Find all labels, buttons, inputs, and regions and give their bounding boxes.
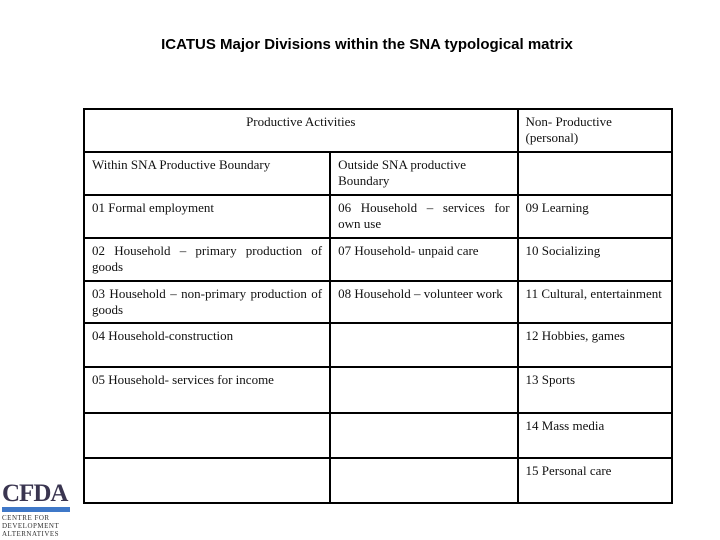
table-cell: 11 Cultural, entertainment xyxy=(518,281,672,323)
logo-acronym: CFDA xyxy=(2,480,68,507)
table-row xyxy=(84,458,672,503)
subheader-outside: Outside SNA productive Boundary xyxy=(330,152,517,195)
table-cell xyxy=(84,458,330,503)
table-cell: 02 Household – primary production of goods xyxy=(84,238,330,281)
table-cell: 10 Socializing xyxy=(518,238,672,281)
table-cell xyxy=(330,367,517,413)
icatus-matrix-table xyxy=(83,108,673,504)
logo-line: ALTERNATIVES xyxy=(2,530,60,538)
table-cell: 12 Hobbies, games xyxy=(518,323,672,367)
logo-bar xyxy=(2,507,70,512)
table-row xyxy=(84,413,672,458)
table-cell: 04 Household-construction xyxy=(84,323,330,367)
table-cell xyxy=(84,413,330,458)
table-row xyxy=(84,323,672,367)
table-row xyxy=(84,238,672,281)
table-cell: 06 Household – services for own use xyxy=(330,195,517,238)
table-cell xyxy=(330,413,517,458)
logo-line: DEVELOPMENT xyxy=(2,522,60,530)
subheader-within: Within SNA Productive Boundary xyxy=(84,152,330,195)
subheader-row xyxy=(84,152,672,195)
header-non-productive: Non- Productive (personal) xyxy=(518,109,672,152)
table-cell: 07 Household- unpaid care xyxy=(330,238,517,281)
cfda-logo xyxy=(2,482,72,538)
header-productive: Productive Activities xyxy=(84,109,518,152)
table-cell xyxy=(330,458,517,503)
logo-line: CENTRE FOR xyxy=(2,514,50,522)
table-row xyxy=(84,281,672,323)
table-row xyxy=(84,195,672,238)
subheader-blank xyxy=(518,152,672,195)
table-cell: 15 Personal care xyxy=(518,458,672,503)
table-cell: 09 Learning xyxy=(518,195,672,238)
table-cell: 08 Household – volunteer work xyxy=(330,281,517,323)
table-cell: 13 Sports xyxy=(518,367,672,413)
table-cell: 01 Formal employment xyxy=(84,195,330,238)
table-cell: 14 Mass media xyxy=(518,413,672,458)
table-cell xyxy=(330,323,517,367)
table-row xyxy=(84,367,672,413)
page-title: ICATUS Major Divisions within the SNA typological matrix xyxy=(161,36,573,53)
table-cell: 03 Household – non-primary production of goods xyxy=(84,281,330,323)
table-cell: 05 Household- services for income xyxy=(84,367,330,413)
header-row xyxy=(84,109,672,152)
